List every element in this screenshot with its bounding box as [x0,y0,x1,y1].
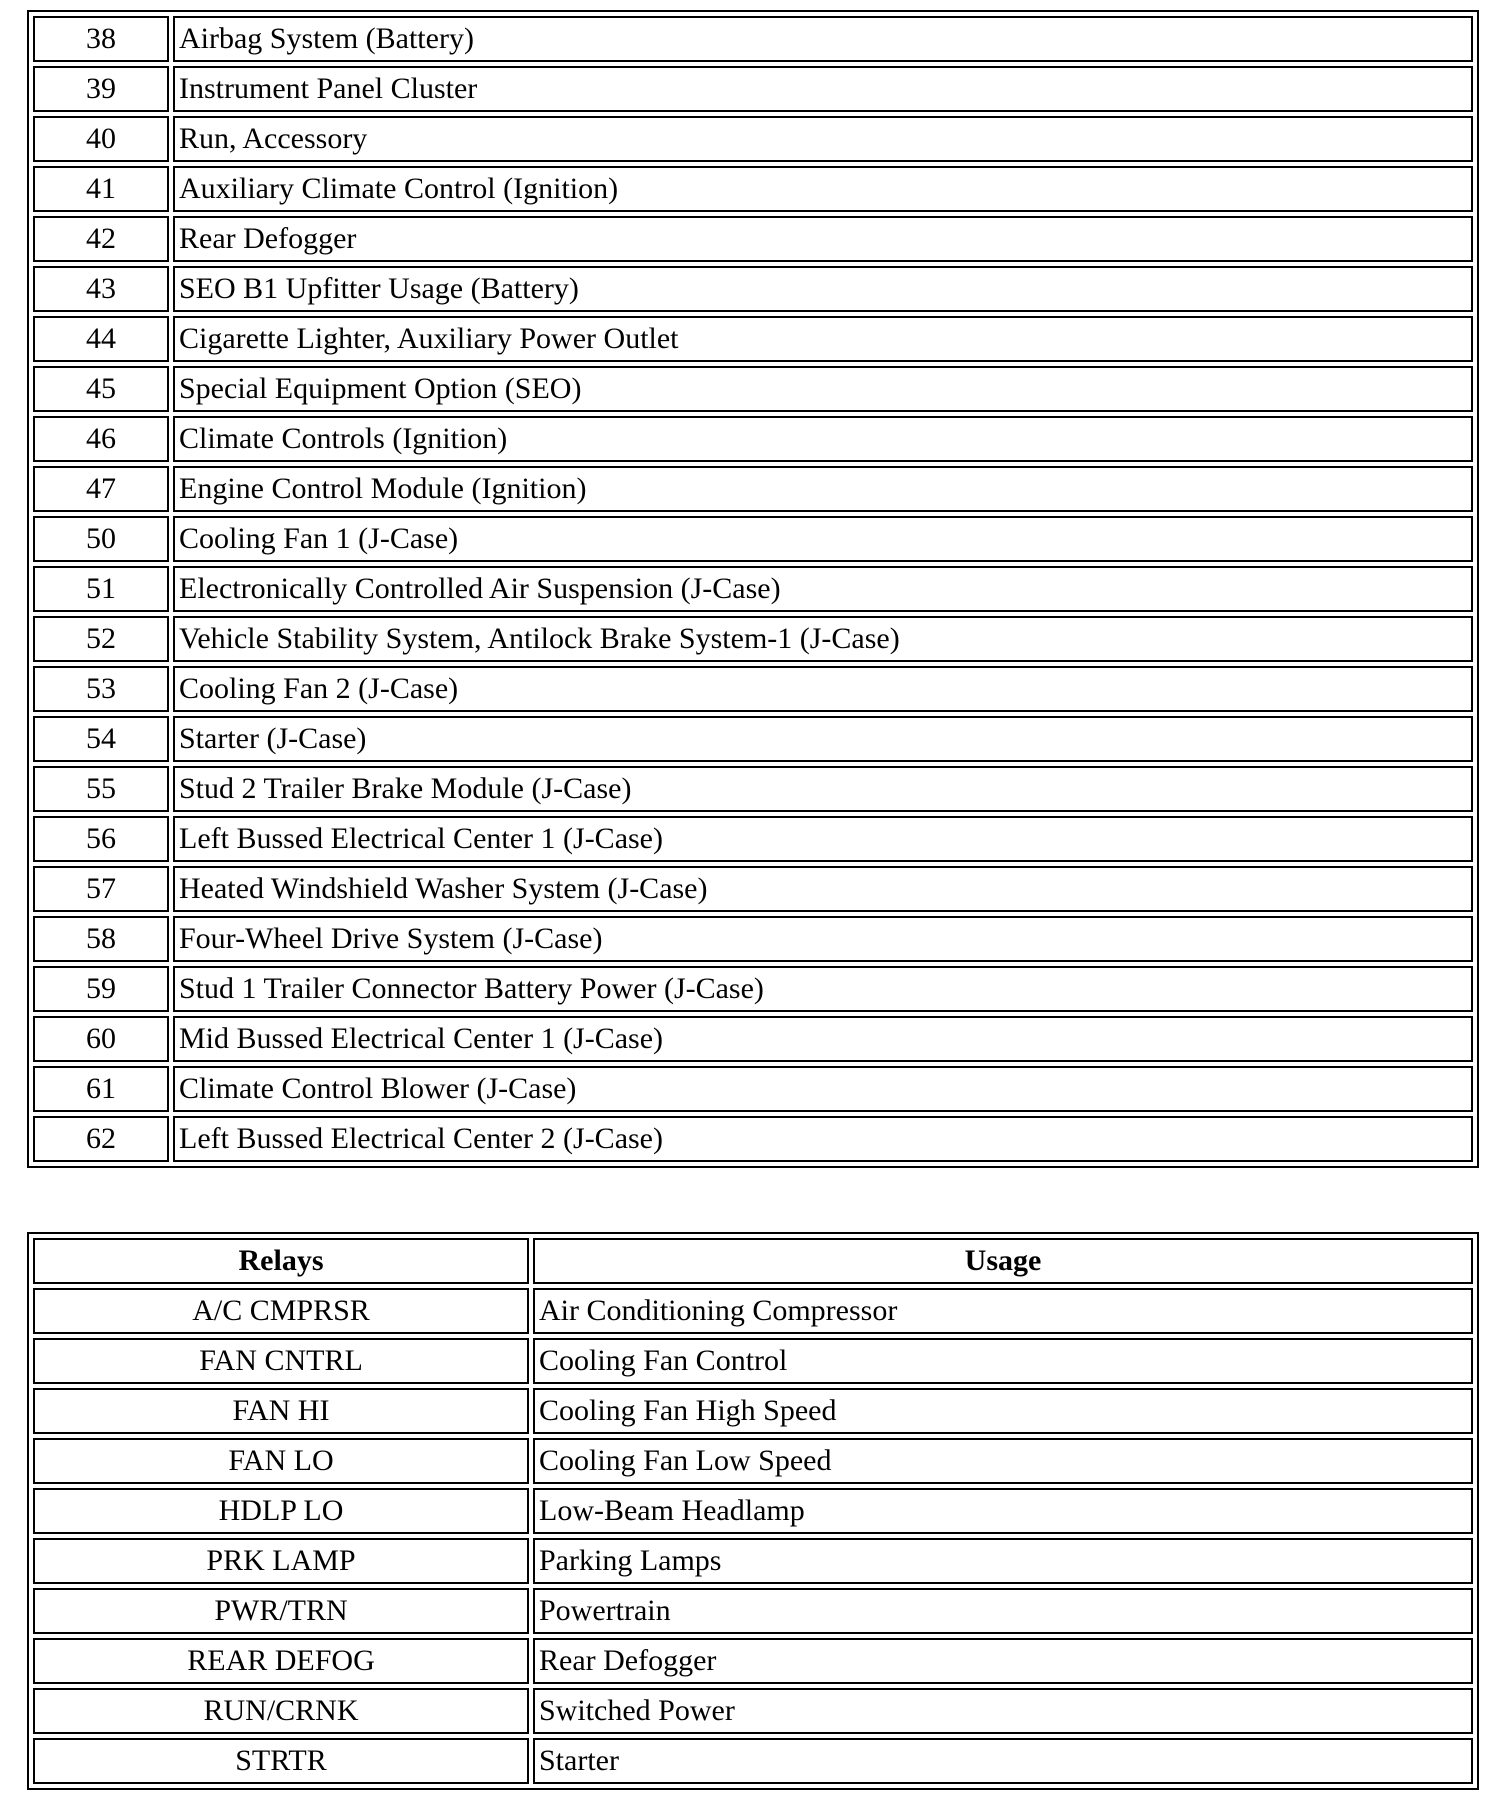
fuse-number: 46 [33,416,169,462]
fuse-usage: Cigarette Lighter, Auxiliary Power Outlet [173,316,1473,362]
relay-usage: Switched Power [533,1688,1473,1734]
fuse-number: 44 [33,316,169,362]
relay-name: FAN CNTRL [33,1338,529,1384]
fuse-usage: Engine Control Module (Ignition) [173,466,1473,512]
relay-name: A/C CMPRSR [33,1288,529,1334]
fuse-usage: Cooling Fan 2 (J-Case) [173,666,1473,712]
fuse-number: 57 [33,866,169,912]
relay-row [33,1688,1473,1734]
fuse-number: 42 [33,216,169,262]
relay-name: STRTR [33,1738,529,1784]
relay-name: FAN LO [33,1438,529,1484]
fuse-usage: Climate Control Blower (J-Case) [173,1066,1473,1112]
header-row [33,1238,1473,1284]
fuse-row [33,266,1473,312]
fuse-usage: Stud 2 Trailer Brake Module (J-Case) [173,766,1473,812]
fuse-usage: Heated Windshield Washer System (J-Case) [173,866,1473,912]
relay-row [33,1388,1473,1434]
relay-row [33,1538,1473,1584]
fuse-row [33,516,1473,562]
relay-name: HDLP LO [33,1488,529,1534]
fuse-row [33,1116,1473,1162]
fuse-number: 40 [33,116,169,162]
fuse-number: 61 [33,1066,169,1112]
relay-usage: Parking Lamps [533,1538,1473,1584]
fuse-row [33,366,1473,412]
fuse-row [33,116,1473,162]
relay-usage: Rear Defogger [533,1638,1473,1684]
fuse-row [33,716,1473,762]
relay-usage-table [27,1232,1479,1790]
fuse-usage: Stud 1 Trailer Connector Battery Power (J-Case) [173,966,1473,1012]
fuse-row [33,66,1473,112]
fuse-usage: Mid Bussed Electrical Center 1 (J-Case) [173,1016,1473,1062]
fuse-number: 38 [33,16,169,62]
fuse-row [33,866,1473,912]
fuse-usage: Left Bussed Electrical Center 1 (J-Case) [173,816,1473,862]
fuse-usage-table [27,10,1479,1168]
relay-usage: Starter [533,1738,1473,1784]
fuse-row [33,416,1473,462]
relay-row [33,1738,1473,1784]
relay-row [33,1588,1473,1634]
relay-name: RUN/CRNK [33,1688,529,1734]
relay-usage: Air Conditioning Compressor [533,1288,1473,1334]
fuse-number: 51 [33,566,169,612]
fuse-number: 55 [33,766,169,812]
fuse-row [33,1016,1473,1062]
relay-usage: Powertrain [533,1588,1473,1634]
fuse-row [33,466,1473,512]
fuse-number: 41 [33,166,169,212]
relay-usage: Low-Beam Headlamp [533,1488,1473,1534]
relay-usage: Cooling Fan Low Speed [533,1438,1473,1484]
fuse-number: 47 [33,466,169,512]
fuse-number: 60 [33,1016,169,1062]
fuse-usage: SEO B1 Upfitter Usage (Battery) [173,266,1473,312]
fuse-row [33,966,1473,1012]
fuse-row [33,766,1473,812]
fuse-usage: Climate Controls (Ignition) [173,416,1473,462]
usage-column-header: Usage [533,1238,1473,1284]
fuse-row [33,166,1473,212]
fuse-usage: Four-Wheel Drive System (J-Case) [173,916,1473,962]
relay-row [33,1488,1473,1534]
fuse-number: 53 [33,666,169,712]
fuse-usage: Electronically Controlled Air Suspension (J-Case) [173,566,1473,612]
relay-name: REAR DEFOG [33,1638,529,1684]
fuse-usage: Left Bussed Electrical Center 2 (J-Case) [173,1116,1473,1162]
fuse-usage: Rear Defogger [173,216,1473,262]
relay-name: PWR/TRN [33,1588,529,1634]
fuse-row [33,316,1473,362]
fuse-number: 56 [33,816,169,862]
relay-row [33,1638,1473,1684]
relay-name: FAN HI [33,1388,529,1434]
fuse-row [33,816,1473,862]
fuse-row [33,666,1473,712]
fuse-number: 54 [33,716,169,762]
fuse-number: 58 [33,916,169,962]
relay-table-header [33,1238,1473,1284]
relay-row [33,1288,1473,1334]
fuse-row [33,1066,1473,1112]
relay-usage: Cooling Fan Control [533,1338,1473,1384]
fuse-usage: Instrument Panel Cluster [173,66,1473,112]
fuse-number: 43 [33,266,169,312]
relay-usage: Cooling Fan High Speed [533,1388,1473,1434]
fuse-usage: Cooling Fan 1 (J-Case) [173,516,1473,562]
fuse-row [33,616,1473,662]
fuse-usage: Special Equipment Option (SEO) [173,366,1473,412]
fuse-number: 50 [33,516,169,562]
fuse-row [33,916,1473,962]
fuse-number: 59 [33,966,169,1012]
fuse-row [33,16,1473,62]
fuse-usage: Run, Accessory [173,116,1473,162]
fuse-number: 45 [33,366,169,412]
relay-row [33,1438,1473,1484]
fuse-number: 62 [33,1116,169,1162]
relay-row [33,1338,1473,1384]
fuse-number: 52 [33,616,169,662]
fuse-usage: Airbag System (Battery) [173,16,1473,62]
relay-table-body [33,1288,1473,1784]
fuse-usage: Vehicle Stability System, Antilock Brake System-1 (J-Case) [173,616,1473,662]
fuse-row [33,566,1473,612]
fuse-usage: Starter (J-Case) [173,716,1473,762]
fuse-table-body [33,16,1473,1162]
relay-name: PRK LAMP [33,1538,529,1584]
relays-column-header: Relays [33,1238,529,1284]
fuse-number: 39 [33,66,169,112]
fuse-row [33,216,1473,262]
fuse-usage: Auxiliary Climate Control (Ignition) [173,166,1473,212]
